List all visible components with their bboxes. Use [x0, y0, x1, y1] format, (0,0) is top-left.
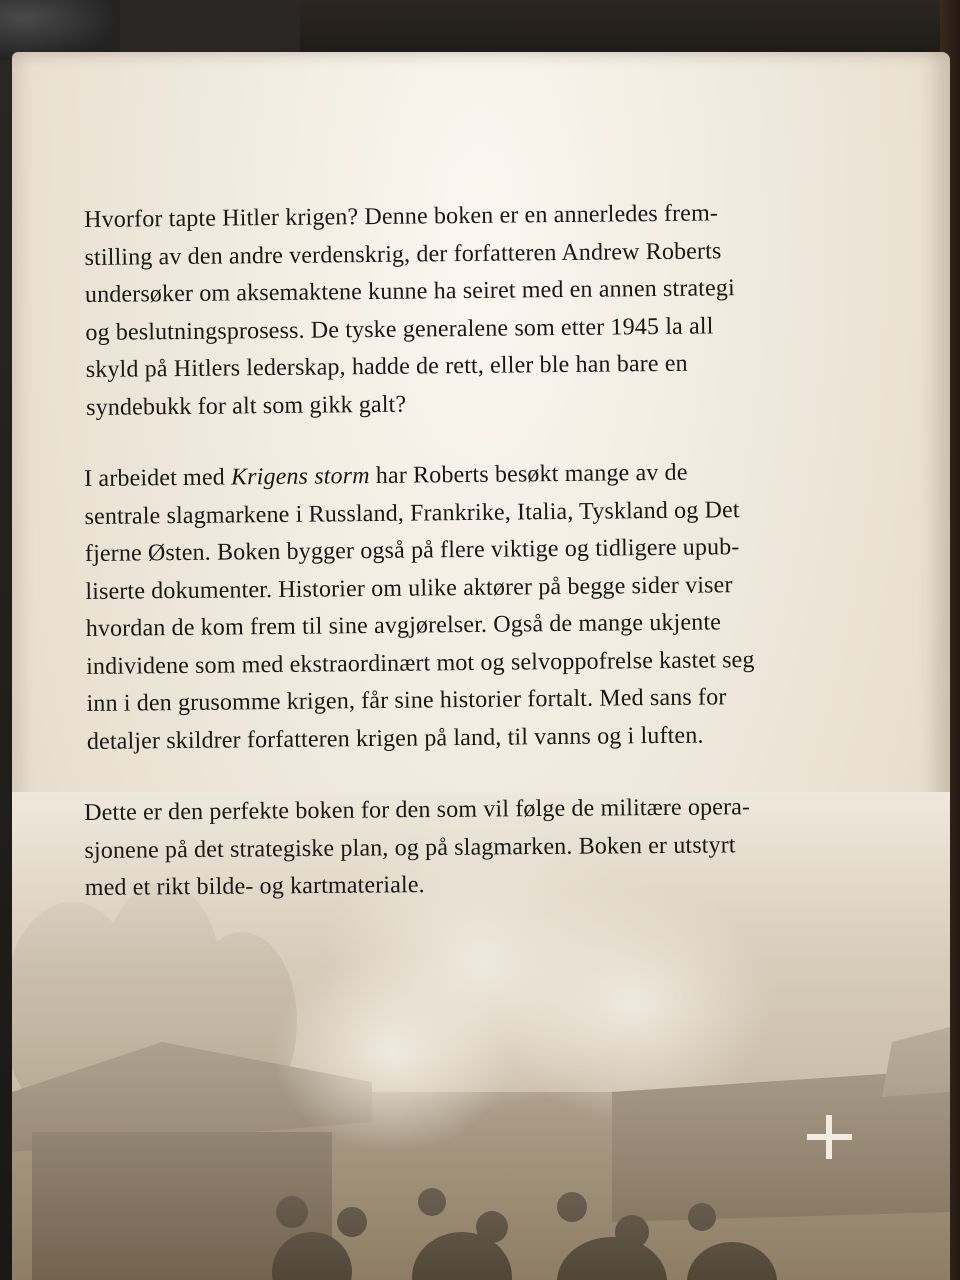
text-line: hvordan de kom frem til sine avgjørelser. Også de mange ukjente	[85, 609, 722, 642]
text-line: syndebukk for alt som gikk galt?	[86, 391, 407, 421]
text-line: sjonene på det strategiske plan, og på slagmarken. Boken er utstyrt	[84, 831, 736, 864]
text-line: detaljer skildrer forfatteren krigen på land, til vanns og i luften.	[86, 722, 704, 755]
text-line: Hvorfor tapte Hitler krigen? Denne boken er en annerledes frem-	[84, 200, 719, 233]
text-line: stilling av den andre verdenskrig, der forfatteren Andrew Roberts	[84, 237, 722, 271]
background-left	[0, 0, 120, 60]
text-line: skyld på Hitlers lederskap, hadde de rett, eller ble han bare en	[85, 350, 688, 383]
text-line: fjerne Østen. Boken bygger også på flere viktige og tidligere upub-	[84, 534, 740, 567]
background-top	[300, 0, 960, 60]
text-line: individene som med ekstraordinært mot og selvoppofrelse kastet seg	[86, 646, 755, 680]
text-line: liserte dokumenter. Historier om ulike aktører på begge sider viser	[85, 571, 733, 605]
text-fragment: I arbeidet med	[84, 464, 232, 492]
text-line: med et rikt bilde- og kartmateriale.	[84, 872, 425, 901]
text-fragment: har Roberts besøkt mange av de	[369, 459, 688, 490]
text-line: undersøker om aksemaktene kunne ha seiret med en annen strategi	[84, 275, 735, 308]
text-line: Dette er den perfekte boken for den som vil følge de militære opera-	[84, 794, 751, 826]
blurb-paragraph-3	[84, 788, 875, 907]
blurb-text	[84, 202, 874, 942]
book-back-cover	[12, 52, 950, 1280]
text-line: sentrale slagmarkene i Russland, Frankrike, Italia, Tyskland og Det	[84, 496, 740, 530]
book-title: Krigens storm	[230, 463, 370, 491]
blurb-paragraph-1	[84, 194, 876, 427]
text-line: og beslutningsprosess. De tyske generalene som etter 1945 la all	[85, 312, 714, 346]
text-line: inn i den grusomme krigen, får sine historier fortalt. Med sans for	[86, 684, 727, 717]
blurb-paragraph-2	[84, 453, 877, 761]
